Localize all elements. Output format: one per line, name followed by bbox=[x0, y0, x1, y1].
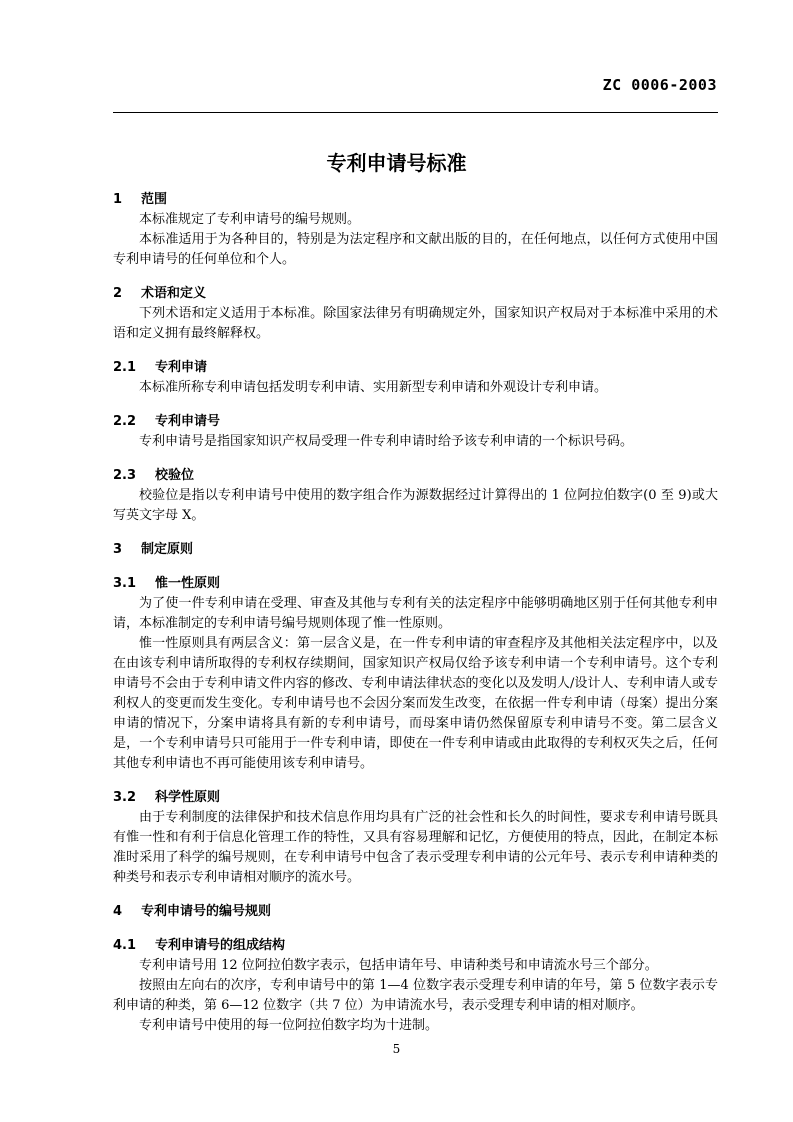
section-title: 科学性原则 bbox=[155, 790, 221, 805]
paragraph: 专利申请号中使用的每一位阿拉伯数字均为十进制。 bbox=[139, 1018, 439, 1033]
section-number: 3.2 bbox=[113, 790, 137, 805]
section-title: 术语和定义 bbox=[141, 286, 207, 301]
section-title: 制定原则 bbox=[141, 542, 194, 557]
section-number: 2.1 bbox=[113, 360, 137, 375]
section-number: 1 bbox=[113, 192, 123, 207]
section-2-heading bbox=[113, 284, 718, 304]
section-4-1-heading bbox=[113, 936, 718, 956]
section-3-heading bbox=[113, 540, 718, 560]
paragraph: 专利申请号用 12 位阿拉伯数字表示，包括申请年号、申请种类号和申请流水号三个部分。 bbox=[139, 958, 658, 973]
header-rule bbox=[113, 112, 718, 113]
section-title: 专利申请号的组成结构 bbox=[155, 938, 286, 953]
paragraph: 为了使一件专利申请在受理、审查及其他与专利有关的法定程序中能够明确地区别于任何其他专利申请，本标准制定的专利申请号编号规则体现了惟一性原则。 bbox=[113, 596, 718, 631]
section-2-3-heading bbox=[113, 466, 718, 486]
section-2-1-heading bbox=[113, 358, 718, 378]
section-3-2-heading bbox=[113, 788, 718, 808]
section-number: 4 bbox=[113, 904, 123, 919]
section-title: 专利申请号 bbox=[155, 414, 221, 429]
section-title: 范围 bbox=[141, 192, 168, 207]
section-number: 2.3 bbox=[113, 468, 137, 483]
section-title: 专利申请号的编号规则 bbox=[141, 904, 272, 919]
section-title: 校验位 bbox=[155, 468, 195, 483]
section-3-1-heading bbox=[113, 574, 718, 594]
section-2-2-heading bbox=[113, 412, 718, 432]
section-number: 3.1 bbox=[113, 576, 137, 591]
section-title: 专利申请 bbox=[155, 360, 208, 375]
paragraph: 按照由左向右的次序，专利申请号中的第 1—4 位数字表示受理专利申请的年号，第 5 位数字表示专利申请的种类，第 6—12 位数字（共 7 位）为申请流水号，表示受理专利申请的相对顺序。 bbox=[113, 978, 718, 1013]
paragraph: 专利申请号是指国家知识产权局受理一件专利申请时给予该专利申请的一个标识号码。 bbox=[139, 434, 634, 449]
standard-code: ZC 0006-2003 bbox=[602, 76, 717, 94]
section-4-heading bbox=[113, 902, 718, 922]
section-number: 4.1 bbox=[113, 938, 137, 953]
paragraph: 本标准所称专利申请包括发明专利申请、实用新型专利申请和外观设计专利申请。 bbox=[139, 380, 608, 395]
section-number: 3 bbox=[113, 542, 123, 557]
paragraph: 校验位是指以专利申请号中使用的数字组合作为源数据经过计算得出的 1 位阿拉伯数字(0 至 9)或大写英文字母 X。 bbox=[113, 488, 718, 523]
section-1-heading bbox=[113, 190, 718, 210]
paragraph: 由于专利制度的法律保护和技术信息作用均具有广泛的社会性和长久的时间性，要求专利申请号既具有惟一性和有利于信息化管理工作的特性，又具有容易理解和记忆，方便使用的特点，因此，在制定本标准时采用了科学的编号规则，在专利申请号中包含了表示受理专利申请的公元年号、表示专利申请种类的种类号和表示专利申请相对顺序的流水号。 bbox=[113, 810, 718, 885]
document-body bbox=[113, 190, 718, 1036]
section-title: 惟一性原则 bbox=[155, 576, 221, 591]
paragraph: 惟一性原则具有两层含义：第一层含义是，在一件专利申请的审查程序及其他相关法定程序中，以及在由该专利申请所取得的专利权存续期间，国家知识产权局仅给予该专利申请一个专利申请号。这个专利申请号不会由于专利申请文件内容的修改、专利申请法律状态的变化以及发明人/设计人、专利申请人或专利权人的变更而发生变化。专利申请号也不会因分案而发生改变，在依据一件专利申请（母案）提出分案申请的情况下，分案申请将具有新的专利申请号，而母案申请仍然保留原专利申请号不变。第二层含义是，一个专利申请号只可能用于一件专利申请，即使在一件专利申请或由此取得的专利权灭失之后，任何其他专利申请也不再可能使用该专利申请号。 bbox=[113, 636, 718, 771]
document-title: 专利申请号标准 bbox=[326, 151, 467, 175]
section-number: 2 bbox=[113, 286, 123, 301]
paragraph: 本标准适用于为各种目的，特别是为法定程序和文献出版的目的，在任何地点，以任何方式使用中国专利申请号的任何单位和个人。 bbox=[113, 232, 718, 267]
paragraph: 下列术语和定义适用于本标准。除国家法律另有明确规定外，国家知识产权局对于本标准中采用的术语和定义拥有最终解释权。 bbox=[113, 306, 718, 341]
paragraph: 本标准规定了专利申请号的编号规则。 bbox=[139, 212, 361, 227]
page-number: 5 bbox=[392, 1042, 401, 1056]
section-number: 2.2 bbox=[113, 414, 137, 429]
